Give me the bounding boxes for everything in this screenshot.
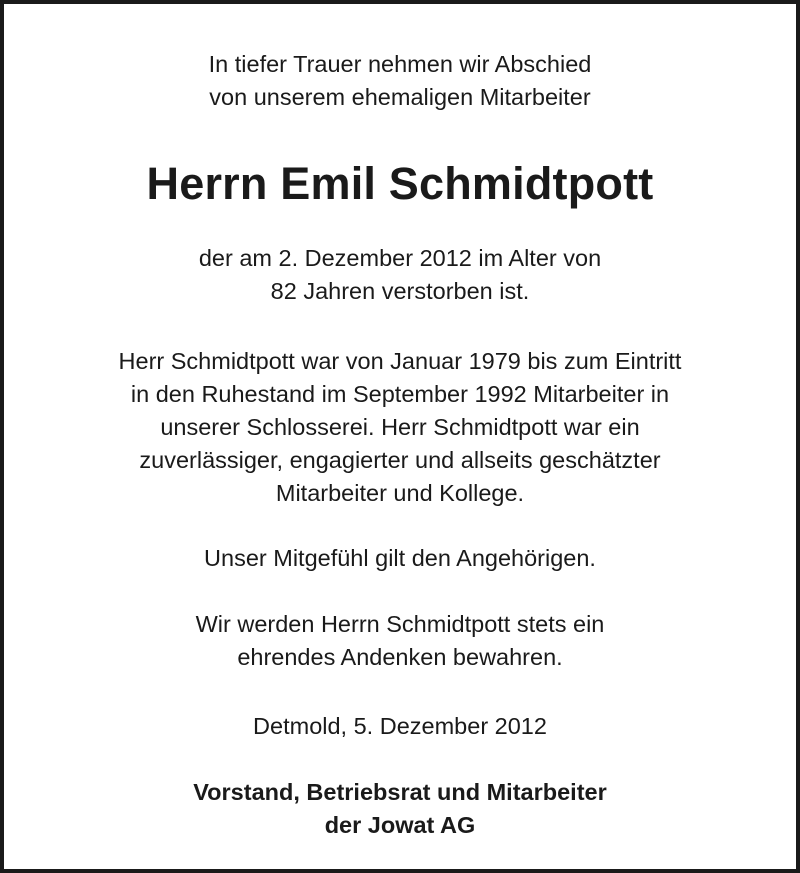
signers — [4, 776, 796, 842]
memory-line: Wir werden Herrn Schmidtpott stets ein — [195, 611, 605, 637]
biography-line: unserer Schlosserei. Herr Schmidtpott war ein — [160, 414, 640, 440]
biography-line: Herr Schmidtpott war von Januar 1979 bis zum Eintritt — [118, 348, 682, 374]
death-details — [4, 242, 796, 308]
place-date-line: Detmold, 5. Dezember 2012 — [253, 713, 547, 739]
intro-line: In tiefer Trauer nehmen wir Abschied — [208, 51, 592, 77]
biography-line: Mitarbeiter und Kollege. — [275, 480, 525, 506]
death-line: 82 Jahren verstorben ist. — [270, 278, 530, 304]
sympathy-text — [4, 542, 796, 575]
signer-line: Vorstand, Betriebsrat und Mitarbeiter — [193, 779, 607, 805]
deceased-name: Herrn Emil Schmidtpott — [146, 158, 654, 209]
biography-text — [4, 345, 796, 510]
intro-text — [4, 48, 796, 114]
memory-line: ehrendes Andenken bewahren. — [237, 644, 563, 670]
sympathy-line: Unser Mitgefühl gilt den Angehörigen. — [204, 545, 596, 571]
memory-text — [4, 608, 796, 674]
biography-line: in den Ruhestand im September 1992 Mitarbeiter in — [130, 381, 670, 407]
signer-line: der Jowat AG — [324, 812, 476, 838]
biography-line: zuverlässiger, engagierter und allseits geschätzter — [139, 447, 661, 473]
place-date — [4, 710, 796, 743]
death-line: der am 2. Dezember 2012 im Alter von — [198, 245, 602, 271]
intro-line: von unserem ehemaligen Mitarbeiter — [209, 84, 591, 110]
